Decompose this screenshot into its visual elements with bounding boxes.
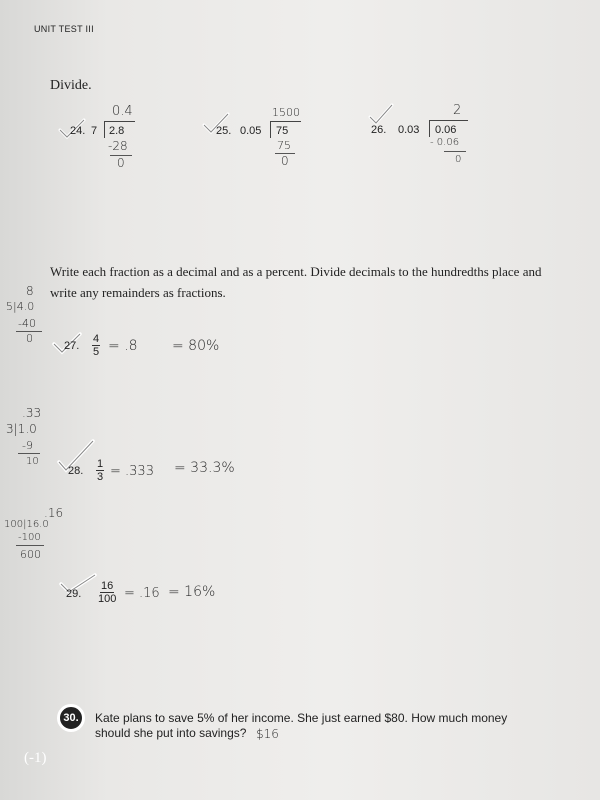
handwritten-decimal: = .16 — [124, 586, 160, 601]
numerator: 4 — [93, 333, 100, 345]
word-problem-line-1: Kate plans to save 5% of her income. She just earned $80. How much money — [95, 711, 508, 725]
work-line-1: .16 — [44, 506, 64, 520]
handwritten-remainder: 0 — [117, 156, 125, 170]
work-line-1: 8 — [26, 284, 34, 298]
divisor: 0.05 — [240, 125, 262, 137]
instructions-line-1: Write each fraction as a decimal and as a percent. Divide decimals to the hundredths place and — [50, 264, 542, 279]
work-line-2: 5|4.0 — [6, 300, 35, 313]
dividend: 2.8 — [109, 125, 125, 137]
work-line-3: -40 — [18, 317, 36, 330]
handwritten-percent: = 33.3% — [174, 460, 235, 476]
instructions-line-2: write any remainders as fractions. — [50, 285, 226, 300]
denominator: 100 — [98, 593, 117, 605]
denominator: 3 — [97, 471, 104, 483]
handwritten-work: -28 — [108, 139, 128, 153]
work-rule — [18, 453, 40, 454]
dividend: 75 — [276, 125, 289, 137]
problem-number: 26. — [371, 124, 387, 136]
divisor: 0.03 — [398, 124, 420, 136]
handwritten-quotient: 0.4 — [112, 104, 133, 119]
numerator: 1 — [97, 458, 104, 470]
fraction — [98, 580, 116, 605]
dividend: 0.06 — [435, 124, 457, 136]
handwritten-decimal: = .333 — [110, 464, 154, 479]
handwritten-work: 75 — [277, 139, 291, 152]
handwritten-remainder: 0 — [455, 154, 462, 165]
work-line-4: 0 — [26, 332, 33, 345]
problem-number: 28. — [68, 465, 84, 477]
divide-heading: Divide. — [50, 78, 92, 93]
handwritten-quotient: 1500 — [272, 106, 300, 119]
score-deduction: (-1) — [24, 750, 47, 766]
work-line-1: .33 — [22, 406, 42, 420]
handwritten-work: - 0.06 — [430, 137, 460, 148]
work-line-2: 100|16.0 — [4, 519, 49, 530]
work-line-4: 10 — [26, 456, 39, 467]
problem-number: 27. — [64, 340, 80, 352]
denominator: 5 — [93, 346, 100, 358]
numerator: 16 — [101, 580, 114, 592]
problem-number: 29. — [66, 588, 82, 600]
divisor: 7 — [91, 125, 98, 137]
problem-number-circled: 30. — [57, 704, 85, 732]
work-line-4: 600 — [20, 548, 41, 561]
handwritten-answer: $16 — [256, 727, 279, 741]
fraction — [92, 333, 100, 358]
work-line-3: -100 — [18, 532, 41, 543]
problem-number: 25. — [216, 125, 232, 137]
work-line — [444, 151, 466, 152]
handwritten-decimal: = .8 — [108, 338, 138, 354]
fraction — [96, 458, 104, 483]
work-rule — [16, 545, 44, 546]
word-problem-line-2: should she put into savings? — [95, 726, 247, 740]
problem-number: 24. — [70, 125, 86, 137]
test-title: UNIT TEST III — [34, 24, 94, 34]
handwritten-percent: = 80% — [172, 338, 220, 354]
handwritten-remainder: 0 — [281, 154, 289, 168]
handwritten-quotient: 2 — [453, 103, 462, 118]
work-line-3: -9 — [22, 439, 33, 452]
handwritten-percent: = 16% — [168, 584, 216, 600]
work-line-2: 3|1.0 — [6, 422, 37, 436]
